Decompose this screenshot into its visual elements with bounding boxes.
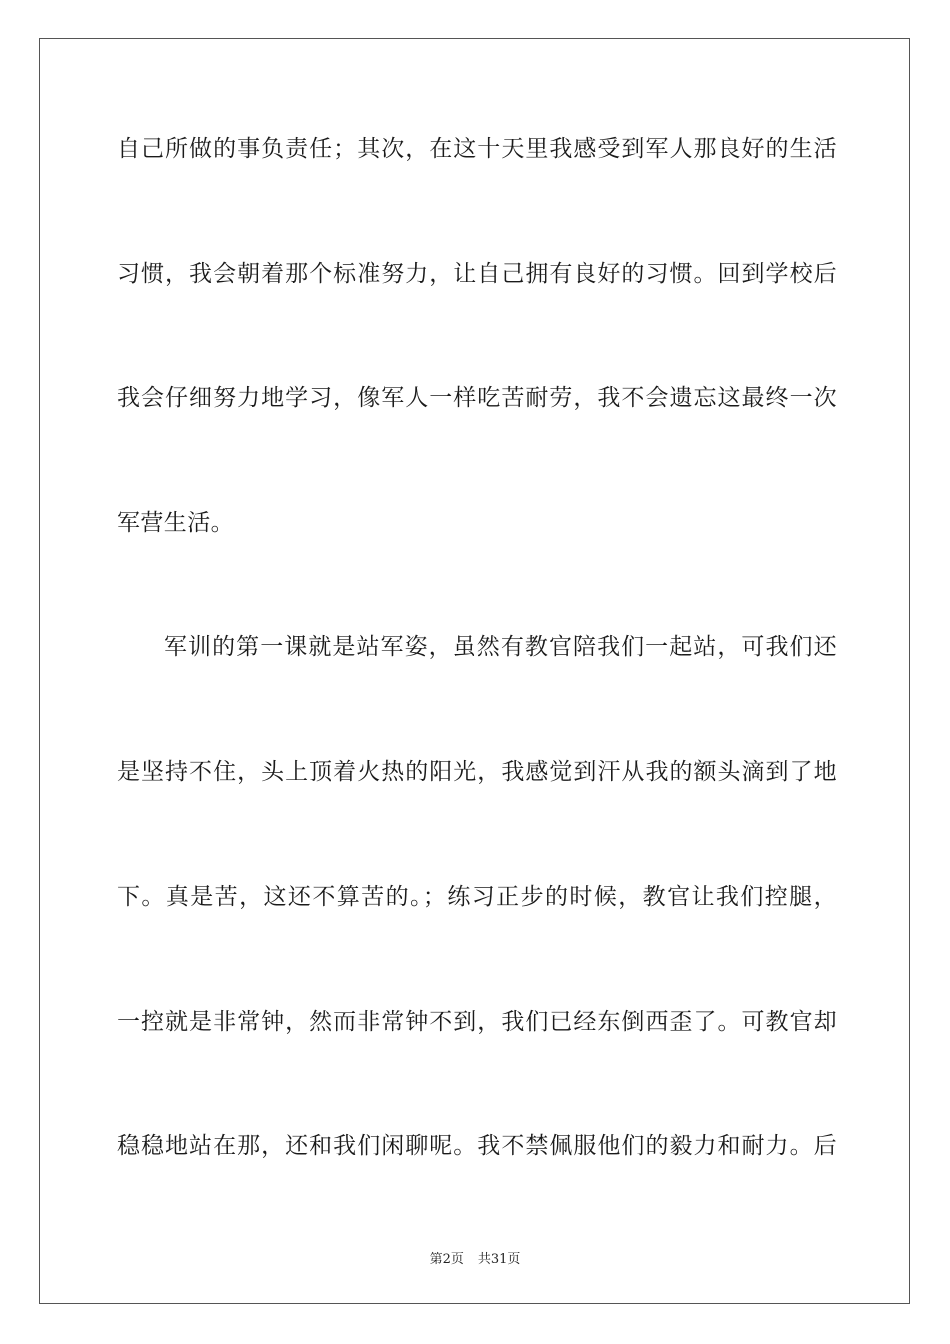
body-line-3: 我会仔细努力地学习，像军人一样吃苦耐劳，我不会遗忘这最终一次 bbox=[117, 385, 837, 411]
body-line-2: 习惯，我会朝着那个标准努力，让自己拥有良好的习惯。回到学校后 bbox=[117, 261, 837, 287]
page-footer bbox=[0, 1248, 950, 1267]
body-line-5: 军训的第一课就是站军姿，虽然有教官陪我们一起站，可我们还 bbox=[164, 634, 837, 660]
page-frame bbox=[39, 38, 910, 1304]
body-line-7: 下。真是苦，这还不算苦的。；练习正步的时候，教官让我们控腿， bbox=[117, 884, 837, 910]
body-line-9: 稳稳地站在那，还和我们闲聊呢。我不禁佩服他们的毅力和耐力。后 bbox=[117, 1133, 837, 1159]
body-line-4: 军营生活。 bbox=[117, 510, 234, 536]
body-line-8: 一控就是非常钟，然而非常钟不到，我们已经东倒西歪了。可教官却 bbox=[117, 1009, 837, 1035]
current-page-number: 第2页 bbox=[429, 1252, 464, 1267]
body-line-1: 自己所做的事负责任；其次，在这十天里我感受到军人那良好的生活 bbox=[117, 136, 837, 162]
total-pages: 共31页 bbox=[477, 1252, 521, 1267]
body-line-6: 是坚持不住，头上顶着火热的阳光，我感觉到汗从我的额头滴到了地 bbox=[117, 759, 837, 785]
